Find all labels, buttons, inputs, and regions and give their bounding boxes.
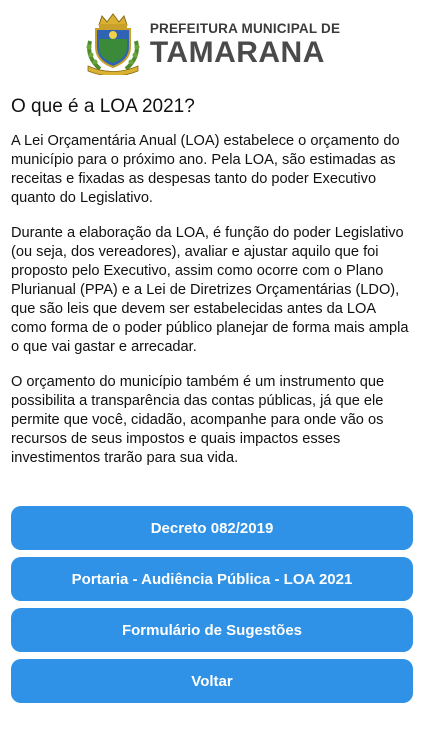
logo [82,11,340,75]
main-content [0,96,422,468]
paragraph-intro: A Lei Orçamentária Anual (LOA) estabelece o orçamento do município para o próximo ano. Pela LOA, são estimadas as receitas e fixadas as despesas tanto do poder Executivo quanto do Legislativo. [11,133,400,206]
brand-text [150,18,340,69]
logo-main-text: TAMARANA [149,36,325,70]
header [0,0,422,84]
page-title: O que é a LOA 2021? [11,96,195,117]
municipal-coat-of-arms-icon [82,11,144,75]
decreto-button[interactable]: Decreto 082/2019 [11,506,413,550]
paragraph-legislative: Durante a elaboração da LOA, é função do poder Legislativo (ou seja, dos vereadores), avaliar e ajustar aquilo que foi proposto pelo Executivo, assim como ocorre com o Plano Plurianual (PPA) e a Lei de Diretrizes Orçamentárias (LDO), que são leis que devem ser estabelecidas antes da LOA como forma de o poder público planejar de forma mais ampla o que vai gastar e arrecadar. [11,225,409,355]
formulario-sugestoes-button[interactable]: Formulário de Sugestões [11,608,413,652]
logo-top-text: PREFEITURA MUNICIPAL DE [149,20,341,36]
paragraph-transparency: O orçamento do município também é um instrumento que possibilita a transparência das contas públicas, já que ele permite que você, cidadão, acompanhe para onde vão os recursos de seus impostos e quais impactos esses investimentos trarão para sua vida. [11,374,385,466]
back-button[interactable]: Voltar [11,659,413,703]
button-list [11,506,413,710]
portaria-audiencia-button[interactable]: Portaria - Audiência Pública - LOA 2021 [11,557,413,601]
